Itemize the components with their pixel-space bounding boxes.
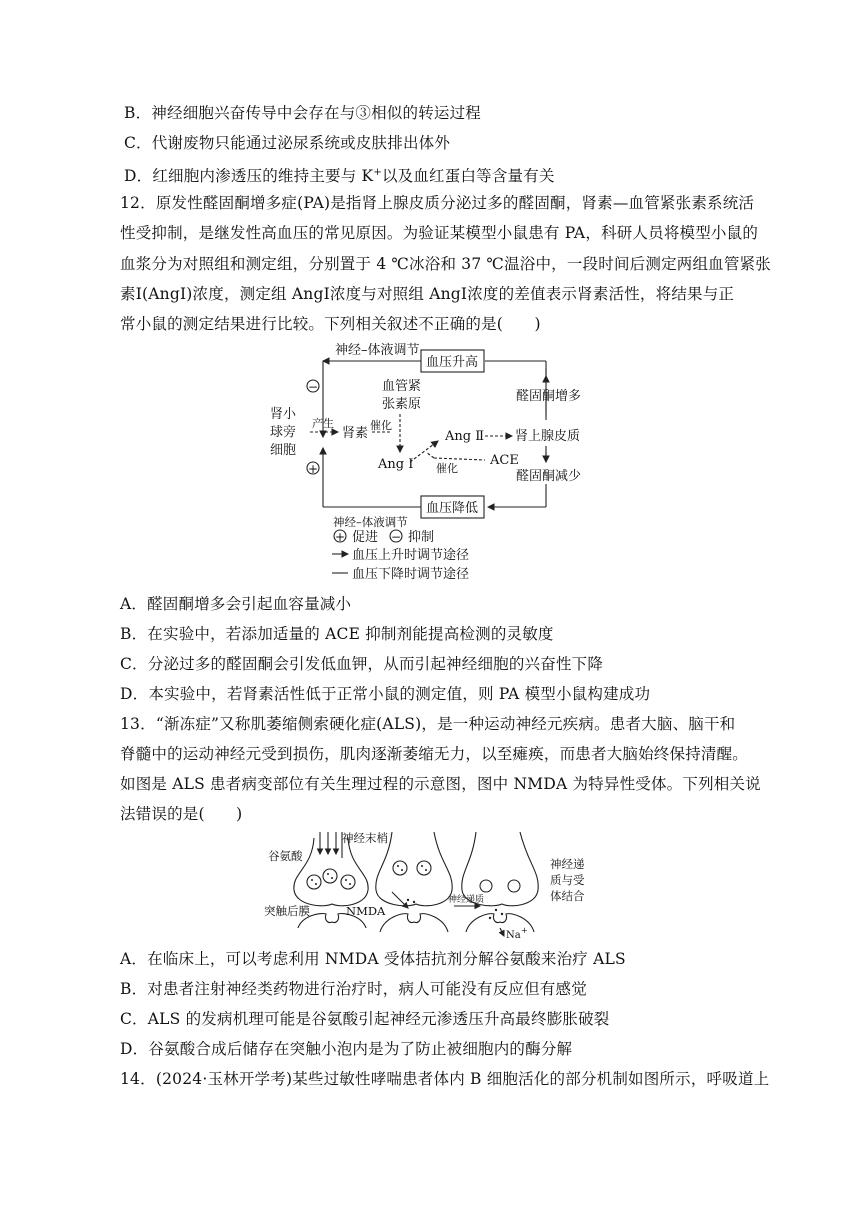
q13-stem-line-2: 脊髓中的运动神经元受到损伤，肌肉逐渐萎缩无力，以至瘫痪，而患者大脑始终保持清醒。 [120,745,749,763]
ang2-label: Ang Ⅱ [445,429,485,444]
sodium-superscript: + [521,926,528,935]
legend-minus: − [390,530,402,544]
minus-sign: − [307,380,319,394]
produce-label: 产生 [312,417,334,430]
q13-stem-line-3: 如图是 ALS 患者病变部位有关生理过程的示意图，图中 NMDA 为特异性受体。下列相关说 [120,775,761,793]
bp-high-box: 血压升高 [425,355,479,370]
angiotensinogen-2: 张素原 [382,397,422,412]
cell-label-1: 肾小 [270,407,297,422]
legend-down-path: 血压下降时调节途径 [352,567,470,582]
binding-label-1: 神经递 [550,857,585,871]
q13-stem-line-1: 13．“渐冻症”又称肌萎缩侧索硬化症(ALS)，是一种运动神经元疾病。患者大脑、脑干和 [120,715,736,733]
synapse-diagram [262,828,612,944]
catalyze-label-2: 催化 [436,462,458,475]
q11-option-b: B．神经细胞兴奋传导中会存在与③相似的转运过程 [124,104,481,122]
q13-option-b: B．对患者注射神经类药物进行治疗时，病人可能没有反应但有感觉 [120,980,587,998]
postsynaptic-label: 突触后膜 [264,904,310,918]
sodium-label: Na [506,930,521,941]
q12-option-a: A．醛固酮增多会引起血容量减小 [120,595,352,613]
q12-stem-line-2: 性受抑制，是继发性高血压的常见原因。为验证某模型小鼠患有 PA，科研人员将模型小鼠的 [120,224,759,242]
binding-label-3: 体结合 [550,889,585,903]
catalyze-label-1: 催化 [370,419,392,432]
legend-up-path: 血压上升时调节途径 [352,548,470,563]
q11-option-d-text: D．红细胞内渗透压的维持主要与 K [124,167,374,186]
q12-option-d: D．本实验中，若肾素活性低于正常小鼠的测定值，则 PA 模型小鼠构建成功 [120,685,651,703]
legend-inhibit: 抑制 [408,530,435,545]
q14-stem-line-1: 14．(2024·玉林开学考)某些过敏性哮喘患者体内 B 细胞活化的部分机制如图所示，呼吸道上 [120,1070,770,1088]
q12-option-b: B．在实验中，若添加适量的 ACE 抑制剂能提高检测的灵敏度 [120,625,554,643]
superscript-plus: + [373,167,382,178]
cell-label-3: 细胞 [270,443,297,458]
cell-label-2: 球旁 [270,425,297,440]
nmda-label: NMDA [346,904,386,918]
legend-plus: + [334,530,346,544]
q11-option-c: C．代谢废物只能通过泌尿系统或皮肤排出体外 [124,134,451,152]
q12-stem-line-4: 素Ⅰ(AngⅠ)浓度，测定组 AngⅠ浓度与对照组 AngⅠ浓度的差值表示肾素活性，将结果与正 [120,285,735,303]
adrenal-label: 肾上腺皮质 [515,429,581,444]
top-regulation-label: 神经–体液调节 [335,343,420,358]
q11-option-d-text-2: 以及血红蛋白等含量有关 [381,167,555,186]
q13-option-d: D．谷氨酸合成后储存在突触小泡内是为了防止被细胞内的酶分解 [120,1040,573,1058]
q13-option-a: A．在临床上，可以考虑利用 NMDA 受体拮抗剂分解谷氨酸来治疗 ALS [120,950,626,968]
q11-option-d [124,163,555,186]
ald-down-label: 醛固酮减少 [516,469,582,484]
glutamate-label: 谷氨酸 [268,849,303,863]
neurotransmitter-label: 神经递质 [448,895,485,905]
q13-option-c: C．ALS 的发病机理可能是谷氨酸引起神经元渗透压升高最终膨胀破裂 [120,1010,610,1028]
legend-promote: 促进 [352,530,379,545]
q13-stem-line-4: 法错误的是( ) [120,805,243,823]
q12-stem-line-1: 12．原发性醛固酮增多症(PA)是指肾上腺皮质分泌过多的醛固酮，肾素—血管紧张素系统活 [120,194,755,212]
renin-label: 肾素 [342,426,369,441]
binding-label-2: 质与受 [550,873,585,887]
q12-stem-line-5: 常小鼠的测定结果进行比较。下列相关叙述不正确的是( ) [120,315,541,333]
nerve-ending-label: 神经末梢 [342,831,388,845]
bottom-regulation-label: 神经–体液调节 [333,515,408,529]
q12-stem-line-3: 血浆分为对照组和测定组，分别置于 4 ℃冰浴和 37 ℃温浴中，一段时间后测定两组血管紧张 [120,255,771,273]
ang1-label: Ang Ⅰ [378,457,414,472]
ald-up-label: 醛固酮增多 [516,389,582,404]
ace-label: ACE [490,453,519,468]
bp-low-box: 血压降低 [425,501,479,516]
angiotensinogen-1: 血管紧 [382,379,422,394]
renin-angiotensin-diagram [260,340,630,590]
plus-sign: + [307,462,319,476]
q12-option-c: C．分泌过多的醛固酮会引发低血钾，从而引起神经细胞的兴奋性下降 [120,655,604,673]
